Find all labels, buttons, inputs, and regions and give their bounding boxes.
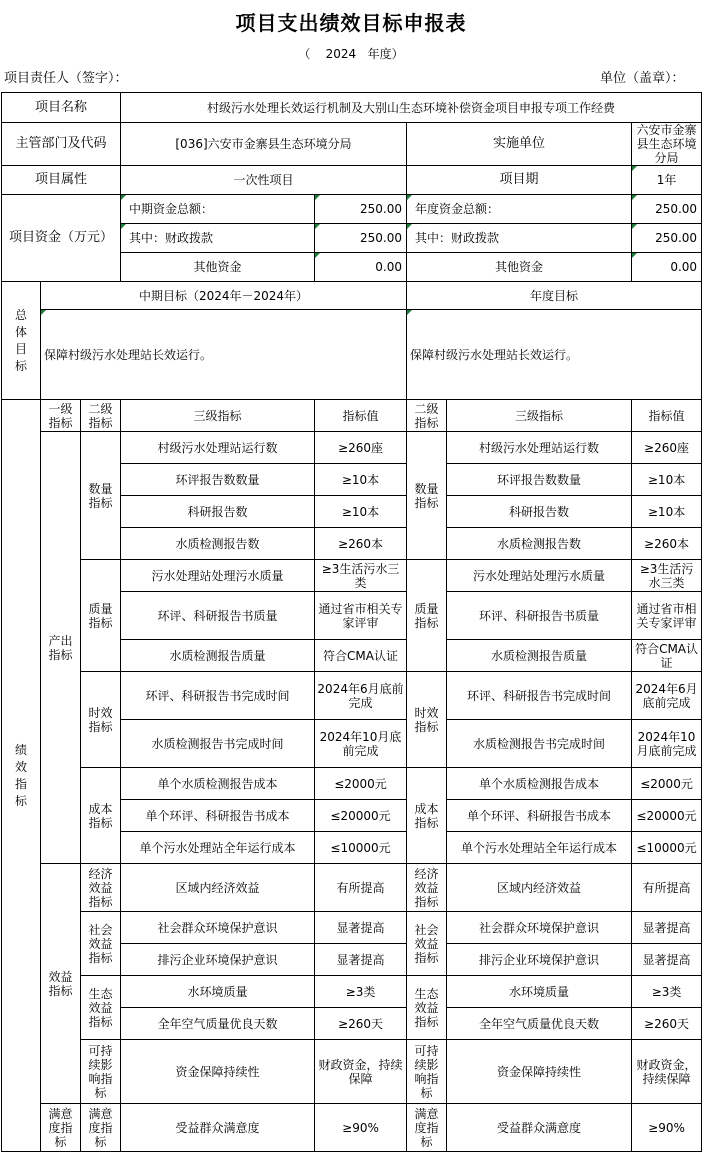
level2-quantity: 数量指标 (81, 432, 121, 560)
perf-indicator-label-text: 绩效指标 (14, 742, 27, 808)
mid-indicator-name: 单个环评、科研报告书成本 (121, 800, 315, 832)
mid-indicator-value: ≥10本 (315, 496, 407, 528)
mid-indicator-value: ≥260天 (315, 1008, 407, 1040)
level2-social: 社会效益指标 (81, 912, 121, 976)
mid-indicator-value: ≤20000元 (315, 800, 407, 832)
year-total-label: 年度资金总额： (407, 195, 632, 224)
year-indicator-value: ≥10本 (632, 464, 702, 496)
mid-indicator-name: 单个水质检测报告成本 (121, 768, 315, 800)
mid-indicator-name: 环评、科研报告书完成时间 (121, 672, 315, 720)
mid-indicator-value: ≥260座 (315, 432, 407, 464)
year-other-label: 其他资金 (407, 253, 632, 282)
mid-indicator-value: ≥3生活污水三类 (315, 560, 407, 592)
year-indicator-value: ≥260天 (632, 1008, 702, 1040)
level2-quantity-year: 数量指标 (407, 432, 447, 560)
level2-social-year: 社会效益指标 (407, 912, 447, 976)
level1-benefit: 效益指标 (41, 864, 81, 1104)
mid-indicator-name: 环评报告数数量 (121, 464, 315, 496)
funds-label: 项目资金（万元） (2, 195, 121, 282)
year-indicator-value: ≥260本 (632, 528, 702, 560)
level2-cost-year: 成本指标 (407, 768, 447, 864)
value-header-year: 指标值 (632, 400, 702, 432)
year-other-value: 0.00 (632, 253, 702, 282)
mid-indicator-name: 区域内经济效益 (121, 864, 315, 912)
year-indicator-name: 污水处理站处理污水质量 (447, 560, 632, 592)
year-indicator-name: 社会群众环境保护意识 (447, 912, 632, 944)
mid-fiscal-label: 其中：财政拨款 (121, 224, 315, 253)
overall-goal-label (2, 282, 41, 400)
mid-indicator-name: 水质检测报告数 (121, 528, 315, 560)
year-indicator-name: 单个水质检测报告成本 (447, 768, 632, 800)
year-indicator-value: ≤2000元 (632, 768, 702, 800)
impl-unit-value: 六安市金寨县生态环境分局 (632, 123, 702, 166)
year-indicator-name: 受益群众满意度 (447, 1104, 632, 1152)
year-indicator-value: ≥3类 (632, 976, 702, 1008)
mid-goal-text: 保障村级污水处理站长效运行。 (41, 310, 407, 400)
mid-indicator-name: 科研报告数 (121, 496, 315, 528)
year-indicator-value: 通过省市相关专家评审 (632, 592, 702, 640)
mid-indicator-value: ≥10本 (315, 464, 407, 496)
year-indicator-value: 符合CMA认证 (632, 640, 702, 672)
level1-satisfaction: 满意度指标 (41, 1104, 81, 1152)
year-total-value: 250.00 (632, 195, 702, 224)
mid-total-value: 250.00 (315, 195, 407, 224)
dept-label: 主管部门及代码 (2, 123, 121, 166)
project-attr-value: 一次性项目 (121, 166, 407, 195)
year-indicator-name: 水质检测报告质量 (447, 640, 632, 672)
mid-indicator-name: 水环境质量 (121, 976, 315, 1008)
mid-indicator-name: 水质检测报告书完成时间 (121, 720, 315, 768)
level2-economic-year: 经济效益指标 (407, 864, 447, 912)
mid-indicator-name: 社会群众环境保护意识 (121, 912, 315, 944)
mid-indicator-name: 单个污水处理站全年运行成本 (121, 832, 315, 864)
level2-quality-year: 质量指标 (407, 560, 447, 672)
year-indicator-value: ≥90% (632, 1104, 702, 1152)
mid-indicator-name: 水质检测报告质量 (121, 640, 315, 672)
mid-indicator-value: 2024年10月底前完成 (315, 720, 407, 768)
impl-unit-label: 实施单位 (407, 123, 632, 166)
unit-seal-label: 单位（盖章）： (600, 71, 685, 86)
mid-indicator-value: 通过省市相关专家评审 (315, 592, 407, 640)
year-indicator-value: ≥10本 (632, 496, 702, 528)
year-indicator-name: 科研报告数 (447, 496, 632, 528)
mid-indicator-name: 环评、科研报告书质量 (121, 592, 315, 640)
level2-header-year: 二级指标 (407, 400, 447, 432)
year-indicator-value: 2024年6月底前完成 (632, 672, 702, 720)
mid-fiscal-value: 250.00 (315, 224, 407, 253)
year-indicator-name: 水质检测报告书完成时间 (447, 720, 632, 768)
year-indicator-value: 有所提高 (632, 864, 702, 912)
level2-header: 二级指标 (81, 400, 121, 432)
mid-indicator-value: 财政资金，持续保障 (315, 1040, 407, 1104)
fiscal-year: （ 2024 年度） (298, 47, 404, 61)
overall-goal-label-text: 总体目标 (14, 307, 27, 373)
year-goal-text: 保障村级污水处理站长效运行。 (407, 310, 702, 400)
mid-indicator-name: 受益群众满意度 (121, 1104, 315, 1152)
year-indicator-value: 财政资金，持续保障 (632, 1040, 702, 1104)
mid-indicator-name: 污水处理站处理污水质量 (121, 560, 315, 592)
level2-satisfaction-year: 满意度指标 (407, 1104, 447, 1152)
performance-target-table (1, 92, 702, 1152)
year-indicator-name: 区域内经济效益 (447, 864, 632, 912)
level2-cost: 成本指标 (81, 768, 121, 864)
mid-indicator-name: 全年空气质量优良天数 (121, 1008, 315, 1040)
level2-timeliness: 时效指标 (81, 672, 121, 768)
mid-indicator-value: 符合CMA认证 (315, 640, 407, 672)
level2-sustain-year: 可持续影响指标 (407, 1040, 447, 1104)
year-indicator-value: 显著提高 (632, 944, 702, 976)
mid-indicator-value: ≤2000元 (315, 768, 407, 800)
project-period-label: 项目期 (407, 166, 632, 195)
project-period-value: 1年 (632, 166, 702, 195)
project-attr-label: 项目属性 (2, 166, 121, 195)
page-title: 项目支出绩效目标申报表 (235, 11, 467, 35)
level1-output: 产出指标 (41, 432, 81, 864)
year-goal-header: 年度目标 (407, 282, 702, 310)
year-indicator-name: 排污企业环境保护意识 (447, 944, 632, 976)
mid-indicator-value: 2024年6月底前完成 (315, 672, 407, 720)
mid-indicator-value: ≥3类 (315, 976, 407, 1008)
mid-indicator-value: ≥90% (315, 1104, 407, 1152)
level2-ecological-year: 生态效益指标 (407, 976, 447, 1040)
year-indicator-name: 全年空气质量优良天数 (447, 1008, 632, 1040)
year-indicator-value: ≥260座 (632, 432, 702, 464)
project-name-label: 项目名称 (2, 93, 121, 123)
value-header: 指标值 (315, 400, 407, 432)
year-fiscal-value: 250.00 (632, 224, 702, 253)
level2-economic: 经济效益指标 (81, 864, 121, 912)
mid-indicator-value: 显著提高 (315, 944, 407, 976)
year-indicator-value: ≤10000元 (632, 832, 702, 864)
year-indicator-name: 水环境质量 (447, 976, 632, 1008)
year-indicator-name: 环评、科研报告书质量 (447, 592, 632, 640)
year-indicator-name: 资金保障持续性 (447, 1040, 632, 1104)
year-indicator-name: 单个污水处理站全年运行成本 (447, 832, 632, 864)
year-indicator-name: 环评、科研报告书完成时间 (447, 672, 632, 720)
year-indicator-value: ≤20000元 (632, 800, 702, 832)
level3-header: 三级指标 (121, 400, 315, 432)
level1-header: 一级指标 (41, 400, 81, 432)
year-indicator-value: 显著提高 (632, 912, 702, 944)
year-fiscal-label: 其中：财政拨款 (407, 224, 632, 253)
mid-indicator-value: ≤10000元 (315, 832, 407, 864)
mid-indicator-value: 有所提高 (315, 864, 407, 912)
mid-other-label: 其他资金 (121, 253, 315, 282)
responsible-signature-label: 项目责任人（签字）： (4, 71, 128, 86)
year-indicator-name: 水质检测报告数 (447, 528, 632, 560)
mid-other-value: 0.00 (315, 253, 407, 282)
year-indicator-name: 单个环评、科研报告书成本 (447, 800, 632, 832)
year-indicator-value: 2024年10月底前完成 (632, 720, 702, 768)
level2-timeliness-year: 时效指标 (407, 672, 447, 768)
project-name-value: 村级污水处理长效运行机制及大别山生态环境补偿资金项目申报专项工作经费 (121, 93, 702, 123)
dept-value: [036]六安市金寨县生态环境分局 (121, 123, 407, 166)
mid-indicator-name: 资金保障持续性 (121, 1040, 315, 1104)
mid-indicator-name: 村级污水处理站运行数 (121, 432, 315, 464)
mid-total-label: 中期资金总额： (121, 195, 315, 224)
level2-satisfaction: 满意度指标 (81, 1104, 121, 1152)
perf-indicator-label (2, 400, 41, 1152)
level2-quality: 质量指标 (81, 560, 121, 672)
mid-indicator-value: 显著提高 (315, 912, 407, 944)
mid-indicator-name: 排污企业环境保护意识 (121, 944, 315, 976)
level2-sustain: 可持续影响指标 (81, 1040, 121, 1104)
level3-header-year: 三级指标 (447, 400, 632, 432)
mid-indicator-value: ≥260本 (315, 528, 407, 560)
level2-ecological: 生态效益指标 (81, 976, 121, 1040)
year-indicator-name: 环评报告数数量 (447, 464, 632, 496)
year-indicator-name: 村级污水处理站运行数 (447, 432, 632, 464)
year-indicator-value: ≥3生活污水三类 (632, 560, 702, 592)
mid-goal-header: 中期目标（2024年－2024年） (41, 282, 407, 310)
